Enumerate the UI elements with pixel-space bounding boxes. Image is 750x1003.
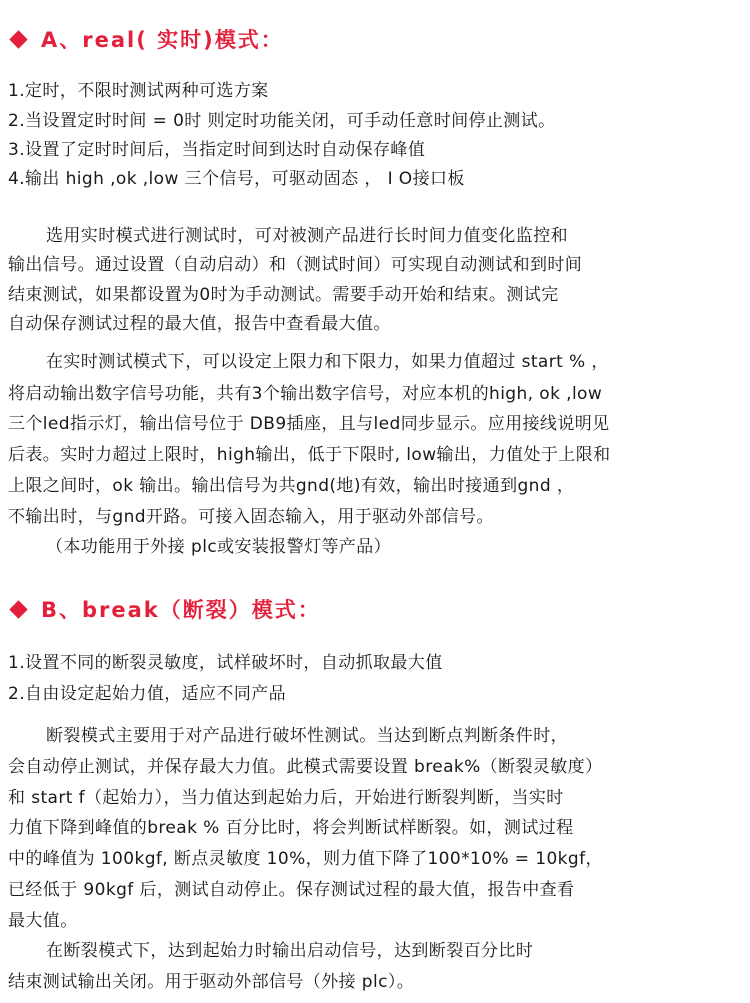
section-b-title: B、break（断裂）模式： [41,598,321,622]
section-a-para2-line-2: 将启动输出数字信号功能，共有3个输出数字信号，对应本机的high, ok ,low [8,384,603,404]
section-a-para1-line-4: 自动保存测试过程的最大值，报告中查看最大值。 [8,314,391,334]
section-a-heading [8,24,284,54]
section-b-list-item-2: 2.自由设定起始力值，适应不同产品 [8,684,287,704]
section-b-list-item-1: 1.设置不同的断裂灵敏度，试样破坏时，自动抓取最大值 [8,653,443,673]
section-a-para1-line-1: 选用实时模式进行测试时，可对被测产品进行长时间力值变化监控和 [46,226,568,246]
section-a-para1-line-3: 结束测试，如果都设置为0时为手动测试。需要手动开始和结束。测试完 [8,285,559,305]
section-a-title: A、real( 实时)模式： [41,28,284,52]
section-b-para1-line-6: 已经低于 90kgf 后，测试自动停止。保存测试过程的最大值，报告中查看 [8,880,575,900]
section-b-para1-line-4: 力值下降到峰值的break % 百分比时，将会判断试样断裂。如，测试过程 [8,818,574,838]
section-b-para1-line-1: 断裂模式主要用于对产品进行破坏性测试。当达到断点判断条件时， [46,726,568,746]
section-b-para1-line-3: 和 start f（起始力），当力值达到起始力后，开始进行断裂判断，当实时 [8,788,564,808]
section-b-para1-line-2: 会自动停止测试，并保存最大力值。此模式需要设置 break%（断裂灵敏度） [8,757,603,777]
section-a-para2-line-4: 后表。实时力超过上限时，high输出，低于下限时, low输出，力值处于上限和 [8,445,611,465]
section-a-list-item-2: 2.当设置定时时间 = 0时 则定时功能关闭，可手动任意时间停止测试。 [8,111,556,131]
section-a-para2-line-6: 不输出时，与gnd开路。可接入固态输入，用于驱动外部信号。 [8,507,494,527]
section-a-list-item-4: 4.输出 high ,ok ,low 三个信号，可驱动固态 ， I O接口板 [8,169,465,189]
section-a-para2-line-1: 在实时测试模式下，可以设定上限力和下限力，如果力值超过 start % ， [46,352,609,372]
section-b-para1-line-7: 最大值。 [8,911,78,931]
section-a-list-item-3: 3.设置了定时时间后，当指定时间到达时自动保存峰值 [8,140,426,160]
section-a-list-item-1: 1.定时，不限时测试两种可选方案 [8,81,269,101]
diamond-bullet-icon [9,30,27,48]
section-b-para2-line-2: 结束测试输出关闭。用于驱动外部信号（外接 plc）。 [8,972,415,992]
diamond-bullet-icon [9,600,27,618]
section-b-para2-line-1: 在断裂模式下，达到起始力时输出启动信号，达到断裂百分比时 [46,941,534,961]
section-a-para2-line-5: 上限之间时，ok 输出。输出信号为共gnd(地)有效，输出时接通到gnd ， [8,476,575,496]
section-b-heading [8,594,321,624]
section-a-para1-line-2: 输出信号。通过设置（自动启动）和（测试时间）可实现自动测试和到时间 [8,255,583,275]
section-a-para2-line-3: 三个led指示灯，输出信号位于 DB9插座，且与led同步显示。应用接线说明见 [8,414,610,434]
section-b-para1-line-5: 中的峰值为 100kgf, 断点灵敏度 10%，则力值下降了100*10% = 10kgf， [8,849,603,869]
section-a-para2-note: （本功能用于外接 plc或安装报警灯等产品） [46,537,392,557]
